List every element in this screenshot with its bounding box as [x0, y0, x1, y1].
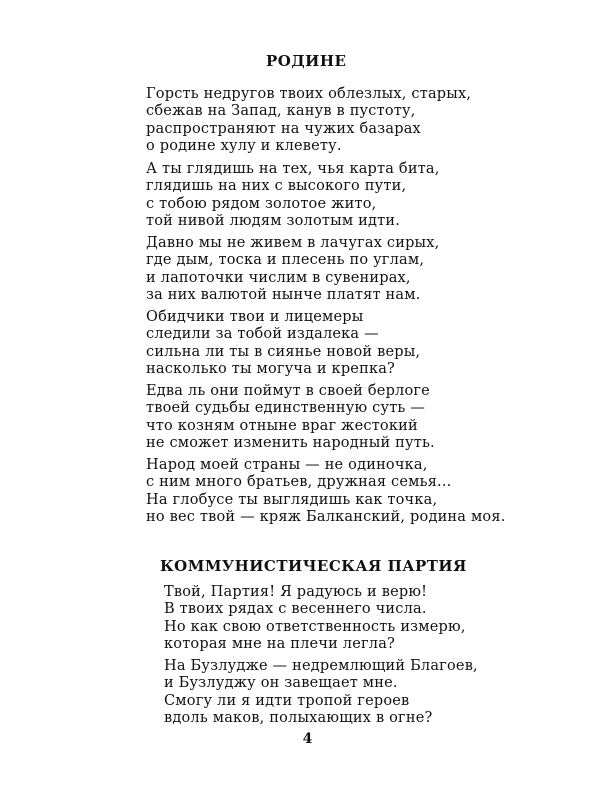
poem-line: На глобусе ты выглядишь как точка,: [146, 491, 438, 508]
poem1-stanza-2: [146, 161, 440, 230]
poem-line: сильна ли ты в сиянье новой веры,: [146, 343, 421, 360]
poem-line: и Бузлуджу он завещает мне.: [164, 675, 398, 692]
poem-line: Обидчики твои и лицемеры: [146, 309, 364, 325]
poem-line: о родине хулу и клевету.: [146, 137, 342, 154]
poem-line: Твой, Партия! Я радуюсь и верю!: [164, 584, 428, 600]
poem-title-rodine: РОДИНЕ: [266, 52, 347, 70]
poem1-stanza-6: [146, 457, 506, 526]
poem1-stanza-3: [146, 235, 440, 304]
poem2-stanza-2: [164, 658, 478, 727]
poem-title-kommunisticheskaya-partiya: КОММУНИСТИЧЕСКАЯ ПАРТИЯ: [160, 557, 467, 575]
poem-line: Давно мы не живем в лачугах сирых,: [146, 235, 440, 251]
poem-line: и лапоточки числим в сувенирах,: [146, 269, 411, 286]
poem1-stanza-5: [146, 383, 435, 452]
poem-line: где дым, тоска и плесень по углам,: [146, 252, 425, 269]
poem-line: которая мне на плечи легла?: [164, 635, 396, 652]
poem-line: не сможет изменить народный путь.: [146, 434, 435, 451]
page-number: 4: [302, 731, 313, 747]
poem-line: что козням отныне враг жестокий: [146, 417, 418, 434]
poem-line: Народ моей страны — не одиночка,: [146, 457, 428, 473]
poem-line: но вес твой — кряж Балканский, родина моя.: [146, 508, 506, 525]
poem-line: Горсть недругов твоих облезлых, старых,: [146, 86, 472, 102]
poem1-stanza-4: [146, 309, 420, 378]
poem-line: вдоль маков, полыхающих в огне?: [164, 709, 433, 726]
poem-line: На Бузлудже — недремлющий Благоев,: [164, 658, 478, 674]
poem-line: насколько ты могуча и крепка?: [146, 360, 396, 377]
poem-line: А ты глядишь на тех, чья карта бита,: [146, 161, 440, 177]
poem-line: той нивой людям золотым идти.: [146, 212, 401, 229]
poem-line: В твоих рядах с весеннего числа.: [164, 601, 427, 618]
poem2-stanza-1: [164, 584, 466, 653]
poem-line: твоей судьбы единственную суть —: [146, 400, 426, 417]
poem-line: Смогу ли я идти тропой героев: [164, 692, 410, 709]
poem-line: Едва ль они поймут в своей берлоге: [146, 383, 430, 399]
poem-line: Но как свою ответственность измерю,: [164, 618, 466, 635]
poem1-stanza-1: [146, 86, 471, 155]
poem-line: следили за тобой издалека —: [146, 326, 379, 343]
poem-line: распространяют на чужих базарах: [146, 120, 421, 137]
poem-line: глядишь на них с высокого пути,: [146, 178, 407, 195]
poem-line: с ним много братьев, дружная семья...: [146, 474, 452, 491]
poem-line: сбежав на Запад, канув в пустоту,: [146, 103, 416, 120]
poem-line: с тобою рядом золотое жито,: [146, 195, 377, 212]
poem-line: за них валютой нынче платят нам.: [146, 286, 421, 303]
